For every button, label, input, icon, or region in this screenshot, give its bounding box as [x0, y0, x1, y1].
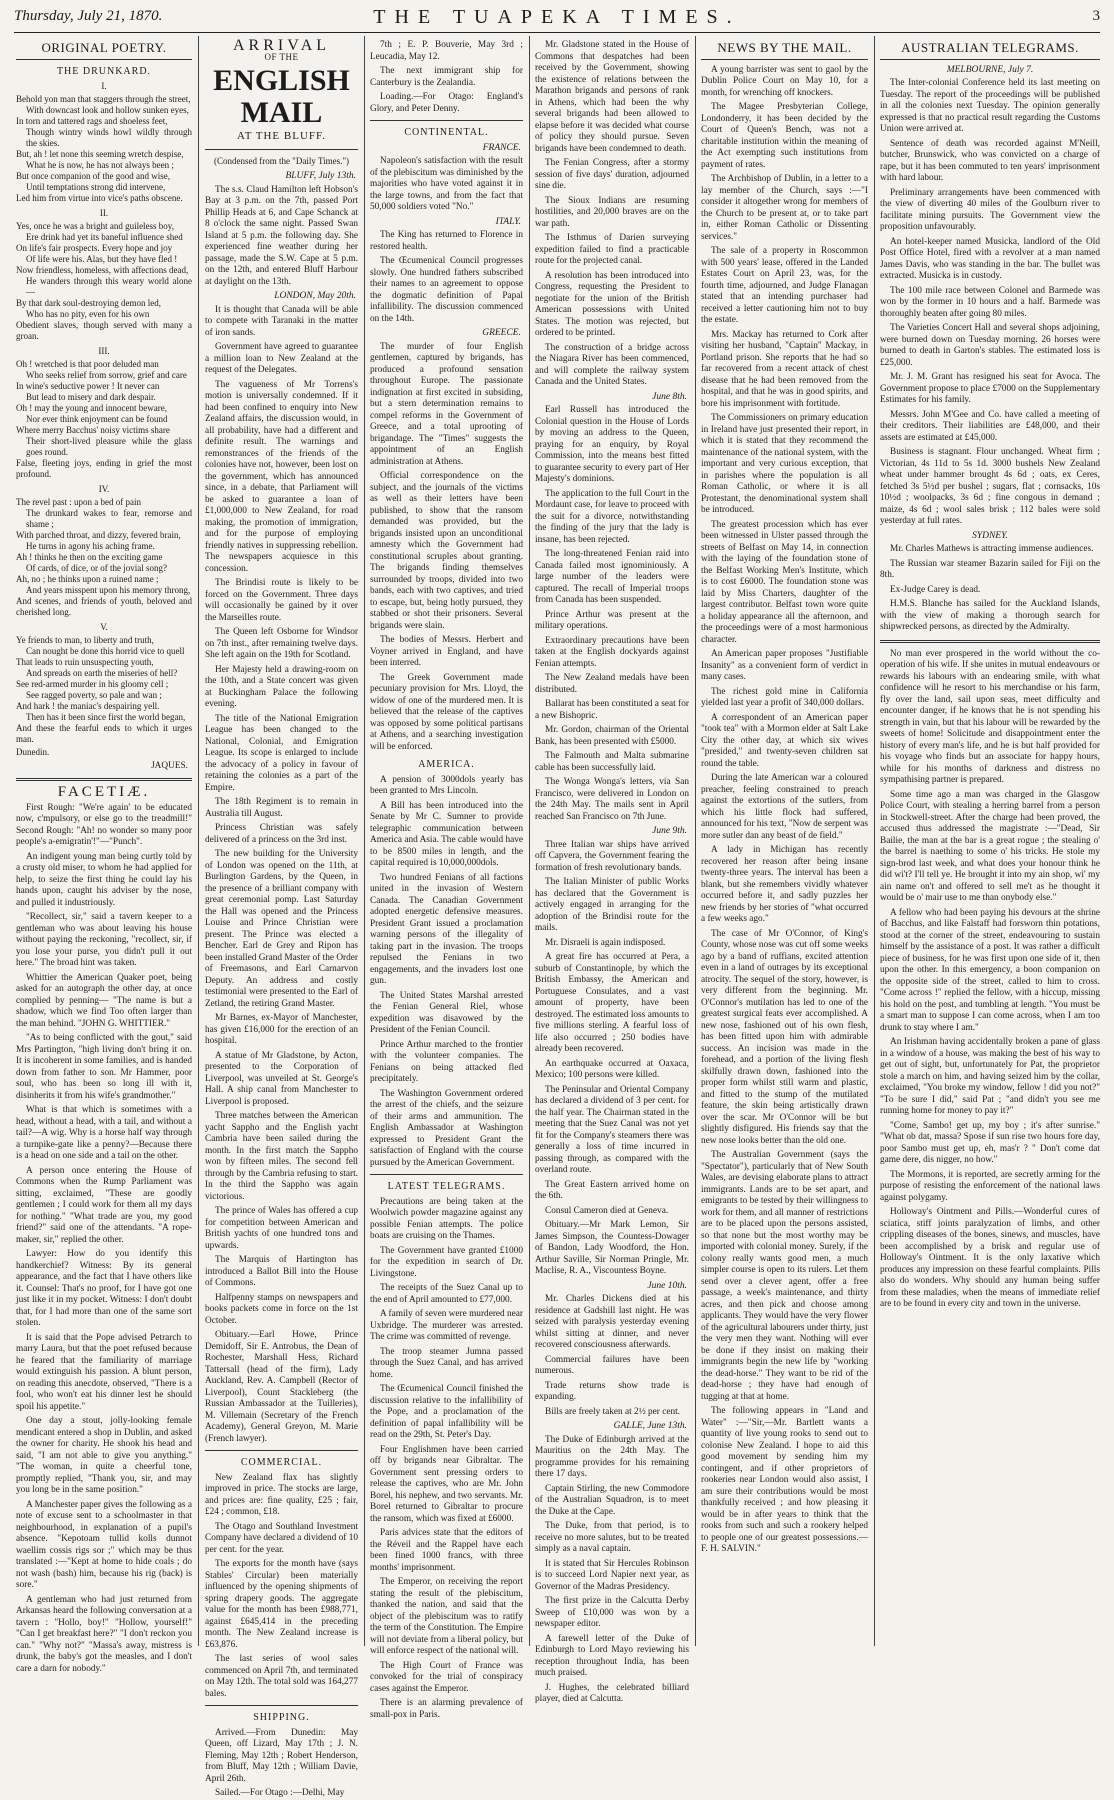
paragraph: The Otago and Southland Investment Company have declared a dividend of 10 per cent. for the year.	[205, 1521, 358, 1555]
dateline-june-8: June 8th.	[652, 391, 687, 402]
column-news-by-mail	[701, 40, 868, 1645]
paragraph: A young barrister was sent to gaol by the Dublin Police Court on May 10, for a month, for wrenching off knockers.	[701, 64, 868, 98]
poem-line: Ah, no ; he thinks upon a ruined name ;	[16, 574, 159, 584]
facetiae-heading: FACETIÆ.	[57, 784, 151, 800]
column-news-continued	[535, 40, 689, 1704]
paragraph: Two hundred Fenians of all factions united in the invasion of Western Canada. The Canadian Government adopted energetic defensive measures. President Grant issued a proclamation warning persons of the illegality of taking part in the invasion. The troops repulsed the Fenians in two engagements, and the invaders lost one gun.	[370, 872, 523, 986]
paragraph: The Queen left Osborne for Windsor on 7th inst., after remaining twelve days. She left again on the 19th for Scotland.	[205, 627, 358, 660]
paragraph: The Peninsular and Oriental Company has declared a dividend of 3 per cent. for the half year. The Chairman stated in the meeting that the Suez Canal was not yet fit for the Company's steamers there was generally a loss of time incurred in passing through, as compared with the overland route.	[535, 1084, 689, 1175]
paragraph: Bills are freely taken at 2½ per cent.	[545, 1406, 681, 1417]
paragraph: Mrs. Mackay has returned to Cork after visiting her husband, "Captain" Mackay, in Portland prison. She reports that he had so far recovered from a recent attack of chest disease that he had been removed from the hospital, and that he was in good spirits, and bore his imprisonment with fortitude.	[701, 329, 868, 409]
paragraph: Ex-Judge Carey is dead.	[890, 584, 981, 595]
paragraph: Earl Russell has introduced the Colonial question in the House of Lords by moving an address to the Queen, praying for an enquiry, by Royal Commission, into the means best fitted to guarantee security to every part of Her Majesty's dominions.	[535, 405, 689, 484]
paragraph: "As to being conflicted with the gout," said Mrs Partington, "high living don't bring it on. It is incoherent in some families, and is handed down from father to son. Mr Hammer, poor soul, who has been so long ill with it, disinherits it from his wife's grandmother."	[16, 1033, 192, 1101]
paragraph: Mr. Disraeli is again indisposed.	[545, 937, 666, 948]
paragraph: Messrs. John M'Gee and Co. have called a meeting of their creditors. Their liabilities are £48,000, and their assets are estimated at £45,000.	[880, 409, 1100, 443]
paragraph: Obituary.—Mr Mark Lemon, Sir James Simpson, the Countess-Dowager of Bandon, Lady Woodford, the Hon. Arthur Saville, Sir Norman Pringle, Mr. Maclise, R. A., Viscountess Boyne.	[535, 1220, 689, 1276]
paragraph: The Mormons, it is reported, are secretly arming for the purpose of resisting the enforcement of the national laws against polygamy.	[880, 1169, 1100, 1203]
poem-line: With parched throat, and dizzy, fevered brain,	[16, 530, 181, 540]
bluff-subtitle: AT THE BLUFF.	[236, 130, 327, 142]
paragraph: "Come, Sambo! get up, my boy ; it's after sunrise." "What ob dat, massa? Spose if sun rise two hours fore day, poor Sambo must get up, eh, mas'r ? " Don't come dat game dere, dis nigger, no how."	[880, 1120, 1100, 1165]
poem-line: The drunkard wakes to fear, remorse and shame ;	[26, 508, 192, 529]
paragraph: Ballarat has been constituted a seat for a new Bishopric.	[535, 699, 689, 721]
dateline-june-9: June 9th.	[652, 826, 687, 836]
poem-line: And these the fearful ends to which it urges man.	[16, 723, 192, 744]
english-mail-title: ENGLISH MAIL	[213, 64, 350, 129]
paragraph: The Archbishop of Dublin, in a letter to a lay member of the Church, says :—"I consider it altogether wrong for members of the Church to be present at, or to take part in, either Roman Catholic or Dissenting services."	[701, 174, 868, 242]
subhead-greece: GREECE.	[482, 328, 521, 338]
dateline-melbourne: MELBOURNE, July 7.	[946, 64, 1034, 75]
poem-line: Of life were his. Alas, but they have fled !	[26, 254, 178, 264]
paragraph: The exports for the month have (says Stables' Circular) been materially influenced by the opening shipments of spring drapery goods. The aggregate value for the month has been £988,771, against £645,414 in the preceding month. The New Zealand increase is £63,876.	[205, 1559, 358, 1650]
paragraph: Some time ago a man was charged in the Glasgow Police Court, with stealing a herring barrel from a person in Stockwell-street. After the charge had been proved, the accused thus addressed the magistrate :—"Dead, Sir Bailie, the man at the bar is a great rogue ; the stealing o' the barrel is naething to some o' his tricks. He stole my sign-brod last week, and what does your honour think he did wi't? I'll tell ye. He brought it into my ain shop, wi' my ain name on't and offered to sell me't as he thought it would be o' mair use to me than onybody else."	[880, 789, 1100, 903]
melbourne-news	[880, 78, 1100, 528]
column-poetry	[16, 40, 192, 1674]
paragraph: The Isthmus of Darien surveying expedition failed to find a practicable route for the projected canal.	[535, 233, 689, 266]
latest-telegrams-heading: LATEST TELEGRAMS.	[387, 1181, 506, 1192]
paragraph: Mr. Gordon, chairman of the Oriental Bank, has been presented with £5000.	[535, 725, 689, 747]
paragraph: The case of Mr O'Connor, of King's County, whose nose was cut off some weeks ago by a band of ruffians, excited attention even in a land of outrages by its exceptional atrocity. The sequel of the story, however, is very different from the beginning. Mr. O'Connor's mutilation has led to one of the greatest surgical feats ever accomplished. A new nose, fashioned out of his own flesh, has been fitted upon him with admirable success. An incision was made in the forehead, and a portion of the living flesh skilfully drawn down, fashioned into the proper form whilst still warm and plastic, and fitted to the stump of the mutilated feature, the skin being artistically drawn over the scar. Mr O'Connor will be but slightly disfigured. His friends say that the new nose looks better than the old one.	[701, 928, 868, 1146]
paragraph: Holloway's Ointment and Pills.—Wonderful cures of sciatica, stiff joints paralyzation of limbs, and other crippling diseases of the bones, sinews, and muscles, have been accomplished by a brisk and regular use of Holloway's Ointment. It is the only laxative which produces any impression on these fearful complaints. Pills also do wonders. Why should any human being suffer from these maladies, when the means of immediate relief are to be found in every city and town in the universe.	[880, 1207, 1100, 1309]
paragraph: The murder of four English gentlemen, captured by brigands, has produced a profound sensation throughout Europe. The passionate indignation at first excited in subsiding, but a stern determination remains to compel reforms in the Government of Greece, and a total uprooting of brigandage. The "Times" suggests the appointment of an English administration at Athens.	[370, 341, 523, 467]
paragraph: An indigent young man being curtly told by a crusty old miser, to whom he had applied for help, to seize the first thing he could lay his hands upon, caught his adviser by the nose, and pulled it industriously.	[16, 851, 192, 908]
poem-line: He turns in agony his aching frame.	[26, 541, 155, 551]
of-the-label: OF THE	[264, 51, 299, 62]
poem-line: With downcast look and hollow sunken eyes,	[26, 105, 189, 115]
subhead-france: FRANCE.	[482, 142, 521, 153]
poem-line: In wine's seductive power ! It never can	[16, 381, 160, 391]
paragraph: Commercial failures have been numerous.	[535, 1354, 689, 1376]
poem-line: Their short-lived pleasure while the glass goes round.	[26, 436, 192, 457]
paragraph: Obituary.—Earl Howe, Prince Demidoff, Sir E. Antrobus, the Dean of Rochester, Marshall Hess, Richard Tattersall (head of the firm), Lady Auckland, Rev. A. Campbell (Rector of Liverpool), Count Stackleberg (the Russian Ambassador at the Tuilleries), M. Villemain (Secretary of the French Academy), General Greyon, M. Marie (French lawyer).	[205, 1330, 358, 1444]
paragraph: Three matches between the American yacht Sappho and the English yacht Cambria have been sailed during the month. In the first match the Sappho won by fifteen miles. The second fell through by the Cambria refusing to start. In the third the Sappho was again victorious.	[205, 1111, 358, 1202]
paragraph: The Varieties Concert Hall and several shops adjoining, were burned down on Tuesday morning. 26 horses were burned to death in Garton's stables. The estimated loss is £25,000.	[880, 323, 1100, 368]
paragraph: The Commissioners on primary education in Ireland have just presented their report, in which it is stated that they recommend the maintenance of the national system, with the important and very curious exception, that in parishes where the population is all Roman Catholic, or where it is all Protestant, the denominational system shall be introduced.	[701, 413, 868, 515]
paragraph: Prince Arthur was present at the military operations.	[535, 609, 689, 631]
paragraph: The troop steamer Jumna passed through the Suez Canal, and has arrived home.	[370, 1346, 523, 1380]
paragraph: The Œcumenical Council progresses slowly. One hundred fathers subscribed their names to an agreement to oppose the dogmatic definition of Papal infallibility. The discussion commenced on the 14th.	[370, 256, 523, 324]
paragraph: There is an alarming prevalence of small-pox in Paris.	[370, 1698, 523, 1720]
paragraph: The Marquis of Hartington has introduced a Ballot Bill into the House of Commons.	[205, 1255, 358, 1288]
paragraph: The Russian war steamer Bazarin sailed for Fiji on the 8th.	[880, 558, 1100, 580]
poem: I. Behold yon man that staggers through the street, With downcast look and hollow sunken eyes, In torn and tattered rags and shoeless feet, Though wintry winds howl wildly through the skies. But, ah ! let none this seeming wretch despise, What he is now, he has not always been ; But once companion of the good and wise, Until temptations strong did intervene, Led him from virtue into vice's paths obscene. II. Yes, once he was a bright and guileless boy, Ere drink had yet its baneful influence shed On life's fair prospects. Every hope and joy Of life were his. Alas, but they have fled ! Now friendless, homeless, with affections dead, He wanders through this weary world alone— By that dark soul-destroying demon led, Who has no pity, even for his own Obedient slaves, though served with many a groan. III. Oh ! wretched is that poor deluded man Who seeks relief from sorrow, grief and care In wine's seductive power ! It never can But lead to misery and dark despair. Oh ! may the young and innocent beware, Nor ever think enjoyment can be found Where merry Bacchus' noisy victims share Their short-lived pleasure while the glass goes round. False, fleeting joys, ending in grief the most profound. IV. The revel past : upon a bed of pain The drunkard wakes to fear, remorse and shame ; With parched throat, and dizzy, fevered brain, He turns in agony his aching frame. Ah ! thinks he then on the exciting game Of cards, of dice, or of the jovial song? Ah, no ; he thinks upon a ruined name ; And years misspent upon his memory throng, And scenes, and friends of youth, beloved and cherished long. V. Ye friends to man, to liberty and truth, Can nought be done this horrid vice to quell That leads to ruin unsuspecting youth, And spreads on earth the miseries of hell? See red-armed murder in his gloomy cell ; See ragged poverty, so pale and wan ; And hark ! the maniac's despairing yell. Then has it been since first the world began, And these the fearful ends to which it urges man.	[16, 81, 192, 744]
poem-line: That leads to ruin unsuspecting youth,	[16, 657, 154, 667]
america-heading: AMERICA.	[418, 759, 475, 770]
paragraph: The last series of wool sales commenced on April 7th, and terminated on May 12th. The total sold was 164,277 bales.	[205, 1654, 358, 1699]
commercial-heading: COMMERCIAL.	[240, 1457, 323, 1468]
poem-stanza	[16, 497, 192, 618]
london-news	[205, 305, 358, 1446]
poem-line: Yes, once he was a bright and guileless boy,	[16, 221, 174, 231]
paragraph: H.M.S. Blanche has sailed for the Auckland Islands, with the view of making a thorough search for shipwrecked persons, as directed by the Admiralty.	[880, 599, 1100, 632]
poem-line: On life's fair prospects. Every hope and joy	[16, 243, 173, 253]
paragraph: During the late American war a coloured preacher, feeling constrained to preach against the extortions of the sutlers, from which his little flock had suffered, announced for his text, "Now de serpent was more sutler dan any beast of de field."	[701, 773, 868, 841]
paragraph: Mr. Gladstone stated in the House of Commons that despatches had been received by the Government, showing the existence of relations between the Marathon brigands and persons of rank in Athens, which had been the why several brigands had been allowed to elapse before it was decided what course of policy they should pursue. Seven brigands have been condemned to death.	[535, 40, 689, 154]
paragraph: Princess Christian was safely delivered of a princess on the 3rd inst.	[205, 823, 358, 845]
paragraph: The Government have granted £1000 for the expedition in search of Dr. Livingstone.	[370, 1245, 523, 1279]
paragraph: Extraordinary precautions have been taken at the English dockyards against Fenian attempts.	[535, 635, 689, 669]
paragraph: The King has returned to Florence in restored health.	[370, 230, 523, 252]
shipping-heading: SHIPPING.	[253, 1712, 310, 1723]
arrival-heading: ARRIVAL	[232, 37, 331, 54]
latest-telegrams	[370, 1197, 523, 1722]
paragraph: The title of the National Emigration League has been changed to the National, Colonial, and Emigration League. Its scope is enlarged to include the advocacy of a policy in favour of retaining the colonies as a part of the Empire.	[205, 713, 358, 793]
paragraph: The Falmouth and Malta submarine cable has been successfully laid.	[535, 751, 689, 773]
subhead-italy: ITALY.	[495, 216, 521, 227]
paragraph: A gentleman who had just returned from Arkansas heard the following conversation at a tavern : "Hollo, boy!" "Hollow, yourself!" "Can I get breakfast here?" "I don't reckon you can." "Why not?" "Massa's away, mistress is drunk, the baby's got the measles, and I don't care a darn for nobody."	[16, 1594, 192, 1674]
poem-line: What he is now, he has not always been ;	[26, 160, 174, 170]
paragraph: The High Court of France was convoked for the trial of conspiracy cases against the Emperor.	[370, 1660, 523, 1694]
paragraph: The Sioux Indians are resuming hostilities, and 20,000 braves are on the war path.	[535, 195, 689, 229]
paragraph: Business is stagnant. Flour unchanged. Wheat firm ; Victorian, 4s 11d to 5s 1d. 3000 bushels New Zealand wheat under hammer brought 4s 6d ; oats, ex Ceres, fetched 3s 5½d per bushel ; sugars, flat ; cornsacks, 10s 10½d ; woolpacks, 3s 6d ; fine congous in demand ; maize, 4s 6d ; wool sales brisk ; 112 bales were sold yesterday at full rates.	[880, 447, 1100, 526]
paragraph: Official correspondence on the subject, and the journals of the victims as well as their letters have been published, to show that the ransom demanded was provided, but the brigands insisted upon an unconditional amnesty which the Government had constitutional scruples about granting. The brigands finding themselves surrounded by troops, divided into two bands, each with two captives, and tried to escape, but, being hotly pursued, they stabbed or shot their prisoners. Several brigands were slain.	[370, 471, 523, 631]
paragraph: Paris advices state that the editors of the Réveil and the Rappel have each been fined 1000 francs, with three months' imprisonment.	[370, 1528, 523, 1573]
paragraph: The Australian Government (says the "Spectator"), particularly that of New South Wales, are devising elaborate plans to attract immigrants. Lands are to be set apart, and emigrants to be tested by their willingness to work for them, and all manner of restrictions are to be placed upon the persons assisted, so that none but the most worthy may be imported with colonial money. Surely, if the colony really wants good men, a much simpler course is open to its rulers. Let them send over a clever agent, offer a free passage, a week's maintenance, and thirty acres, and then pick and choose among applicants. They would have the very flower of the agricultural labourers under thirty, just the very men they want. Nothing will ever be done if they insist on making their immigrants begin the new life by "working the dead-horse." They want to be rid of the dead-horse ; they have had enough of tugging at that at home.	[701, 1150, 868, 1402]
america-news	[370, 775, 523, 1170]
poem-line: Now friendless, homeless, with affections dead,	[16, 265, 189, 275]
paragraph: The vagueness of Mr Torrens's motion is universally condemned. If it had been confined to enquiry into New Zealand affairs, the discussion would, in all probability, have had a different and definite result. The warnings and remonstrances of the friends of the colonies have not, however, been lost on the government, which has announced since, in a debate, that Parliament will be asked to guarantee a loan of £1,000,000 to New Zealand, for road making, the promotion of immigration, and for the purpose of employing friendly natives in suppressing rebellion. The newspapers acquiesce in this concession.	[205, 379, 358, 574]
condensed-note: (Condensed from the "Daily Times.")	[213, 155, 350, 166]
dateline-bluff: BLUFF, July 13th.	[285, 171, 356, 181]
news-block-3	[535, 840, 689, 1278]
paragraph: Lawyer: How do you identify this handkerchief? Witness: By its general appearance, and the fact that I have others like it. Counsel: That's no proof, for I have got one just like it in my pocket. Witness: I don't doubt that, for I had more than one of the same sort stolen.	[16, 1249, 192, 1328]
paragraph: The United States Marshal arrested the Fenian General Riel, whose expedition was disavowed by the President of the Fenian Council.	[370, 990, 523, 1035]
miscellany	[880, 649, 1100, 1311]
poem-line: The revel past : upon a bed of pain	[16, 497, 141, 507]
paragraph: The Wonga Wonga's letters, via San Francisco, were delivered in London on the 24th May. The mails sent in April reached San Francisco on 7th June.	[535, 777, 689, 822]
page-number: 3	[1092, 8, 1100, 24]
paragraph: It is said that the Pope advised Petrarch to marry Laura, but that the poet refused because he feared that the familiarity of marriage would extinguish his passion. A blunt person, on reading this anecdote, observed, "There is a fool, who won't eat his dinner lest he should spoil his appetite."	[16, 1332, 192, 1412]
paragraph: 7th ; E. P. Bouverie, May 3rd ; Leucadia, May 12.	[370, 40, 523, 62]
paragraph: A Bill has been introduced into the Senate by Mr C. Sumner to provide telegraphic communication between America and Asia. The cable would have to be 8500 miles in length, and the capital required is 10,000,000dols.	[370, 800, 523, 868]
column-australian-telegrams	[880, 40, 1100, 1645]
paragraph: The Great Eastern arrived home on the 6th.	[535, 1179, 689, 1201]
paragraph: Prince Arthur marched to the frontier with the volunteer companies. The Fenians on being attacked fled precipitately.	[370, 1039, 523, 1084]
column-rule	[364, 36, 365, 1646]
poem-line: Led him from virtue into vice's paths obscene.	[16, 193, 183, 203]
paragraph: An Irishman having accidentally broken a pane of glass in a window of a house, was making the best of his way to get out of sight, but, unfortunately for Pat, the proprietor stole a march on him, and having seized him by the collar, exclaimed, "You broke my window, fellow ! did you not?" "To be sure I did," said Pat ; "and didn't you see me running home for money to pay it?"	[880, 1037, 1100, 1116]
paragraph: The New Zealand medals have been distributed.	[535, 673, 689, 695]
paragraph: Mr. J. M. Grant has resigned his seat for Avoca. The Government propose to place £7000 on the Supplementary Estimates for his family.	[880, 372, 1100, 405]
paragraph: The long-threatened Fenian raid into Canada failed most ignominiously. A large number of the leaders were captured. The recall of Imperial troops from Canada has been suspended.	[535, 549, 689, 605]
paragraph: The sale of a property in Roscommon with 500 years' lease, offered in the Landed Estates Court on April 23, was, for the fourth time, adjourned, and Judge Flanagan stated that an intending purchaser had received a letter cautioning him not to buy the estate.	[701, 246, 868, 325]
paragraph: The Magee Presbyterian College, Londonderry, it has been decided by the Court of Queen's Bench, was not a charitable institution within the meaning of the Act exempting such institutions from payment of rates.	[701, 102, 868, 170]
paragraph: A family of seven were murdered near Uxbridge. The murderer was arrested. The crime was committed of revenge.	[370, 1309, 524, 1342]
paragraph: The Inter-colonial Conference held its last meeting on Tuesday. The report of the proceedings will be published in all the colonies next Tuesday. The opinion generally expressed is that no practical result regarding the Customs Union were arrived at.	[880, 78, 1100, 134]
paragraph: Sailed.—For Otago :—Delhi, May	[215, 1788, 345, 1798]
poem-stanza	[16, 221, 192, 342]
paragraph: A pension of 3000dols yearly has been granted to Mrs Lincoln.	[370, 774, 523, 796]
paragraph: The Œcumenical Council finished the discussion relative to the infallibility of the Pope, and a proclamation of the definition of papal infallibility will be read on the 29th, St. Peter's Day.	[370, 1384, 523, 1440]
poem-title: THE DRUNKARD.	[56, 65, 152, 77]
paragraph: Mr Barnes, ex-Mayor of Manchester, has given £16,000 for the erection of an hospital.	[205, 1013, 358, 1046]
poem-line: False, fleeting joys, ending in grief the most profound.	[16, 458, 192, 479]
poem-line: Oh ! may the young and innocent beware,	[16, 403, 167, 413]
paragraph: The 100 mile race between Colonel and Barmede was won by the former in 10 hours and a half. Barmede was thoroughly beaten after going 80 miles.	[880, 285, 1100, 319]
paragraph: A fellow who had been paying his devours at the shrine of Bacchus, and like Falstaff had forsworn thin potations, stood at the corner of the street, endeavouring to sustain himself by the assistance of a post. It was rather a difficult piece of business, for he was first upon one side of it, then upon the other. In this emergency, a boon companion on the opposite side of the street, called to him to cross. "Come across !" replied the fellow, with a hiccup, missing his hold on the post, and tumbling at length. "You must be a smart man to suppose I can come across, when I am too drunk to stay where I am."	[880, 907, 1100, 1033]
poem-line: Though wintry winds howl wildly through the skies.	[26, 127, 192, 148]
poem-line: See ragged poverty, so pale and wan ;	[26, 690, 162, 700]
shipping-news	[205, 1728, 358, 1800]
column-rule	[695, 36, 696, 1646]
paragraph: First Rough: "We're again' to be educated now, c'mpulsory, or else go to the treadmill!" Second Rough: "Ah! no wonder so many poor people's a-emigratin'!"—"Punch".	[16, 802, 192, 847]
paragraph: J. Hughes, the celebrated billiard player, died at Calcutta.	[535, 1682, 689, 1704]
poem-line: Can nought be done this horrid vice to quell	[26, 646, 185, 656]
masthead	[14, 6, 1100, 33]
dateline-june-10: June 10th.	[647, 1280, 687, 1291]
paragraph: An earthquake occurred at Oaxaca, Mexico; 100 persons were killed.	[535, 1058, 689, 1080]
poem-line: Who seeks relief from sorrow, grief and care	[26, 370, 187, 380]
poem-stanza	[16, 635, 192, 745]
paragraph: The Italian Minister of public Works has declared that the Government is actively engaged in arranging for the adoption of the Brindisi route for the mails.	[535, 877, 689, 933]
poem-stanza	[16, 359, 192, 480]
paragraph: One day a stout, jolly-looking female mendicant entered a shop in Dublin, and asked the owner for charity. He shook his head and said, "I am not able to give you anything." "The woman, in quite a cheerful tone, promptly replied, "Thank you, sir, and may you long be in the same position."	[16, 1416, 192, 1495]
paragraph: A statue of Mr Gladstone, by Acton, presented to the Corporation of Liverpool, was unveiled at St. George's Hall. A ship canal from Manchester to Liverpool is proposed.	[205, 1050, 358, 1107]
paragraph: Three Italian war ships have arrived off Capvera, the Government fearing the formation of fresh revolutionary bands.	[535, 839, 689, 873]
poem-line: Nor ever think enjoyment can be found	[26, 414, 168, 424]
news-block-5	[535, 1435, 689, 1706]
paragraph: Whittier the American Quaker poet, being asked for an autograph the other day, at once complied by penning— "The name is but a shadow, which we find Too often larger than the man behind. "JOHN G. WHITTIER."	[16, 972, 192, 1029]
paragraph: A lady in Michigan has recently recovered her reason after being insane twenty-three years. The interval has been a blank, but she remembers vividly whatever occurred before it, and sadly puzzles her new friends by her stories of "what occurred a few weeks ago."	[701, 845, 868, 924]
paragraph: Four Englishmen have been carried off by brigands near Gibraltar. The Government sent pressing orders to release the captives, who are Mr. John Borel, his nephew, and two servants. Mr. Borel returned to Gibraltar to procure the ransom, which was fixed at £6000.	[370, 1444, 523, 1524]
paragraph: The Duke, from that period, is to receive no more salutes, but to be treated simply as a naval captain.	[535, 1521, 689, 1554]
dateline-sydney: SYDNEY.	[972, 530, 1008, 541]
poem-line: Ye friends to man, to liberty and truth,	[16, 635, 154, 645]
poem-line: Of cards, of dice, or of the jovial song?	[26, 563, 167, 573]
column-english-mail	[205, 37, 358, 1798]
paragraph: The bodies of Messrs. Herbert and Voyner arrived in England, and have been interred.	[370, 635, 523, 668]
paragraph: The Emperor, on receiving the report stating the result of the plebiscitum, thanked the nation, and said that the object of the plebiscitum was to ratify the term of the Constitution. The Empire will not deviate from a liberal policy, but will enforce respect of the national will.	[370, 1577, 523, 1656]
continental-heading: CONTINENTAL.	[404, 127, 489, 138]
paragraph: Consul Cameron died at Geneva.	[545, 1205, 669, 1216]
poem-line: Oh ! wretched is that poor deluded man	[16, 359, 159, 369]
dateline-galle: GALLE, June 13th.	[613, 1421, 687, 1431]
paragraph: A person once entering the House of Commons when the Rump Parliament was sitting, exclaimed, "These are goodly gentlemen ; I could work for them all my days for nothing." "What trade are you, my good friend?" said one of the attendants. "A rope-maker, sir," replied the other.	[16, 1165, 192, 1245]
paragraph: "Recollect, sir," said a tavern keeper to a gentleman who was about leaving his house without paying the reckoning, "recollect, sir, if you lose your purse, you didn't pull it out here." The broad hint was taken.	[16, 912, 192, 968]
paragraph: An American paper proposes "Justifiable Insanity" as a convenient form of verdict in many cases.	[701, 649, 868, 682]
poem-line: Where merry Bacchus' noisy victims share	[16, 425, 170, 435]
poem-stanza	[16, 94, 192, 204]
column-rule	[198, 36, 199, 1646]
paragraph: A correspondent of an American paper "took tea" with a Mormon elder at Salt Lake City the other day, at which six wives "presided," and twenty-seven children sat round the table.	[701, 712, 868, 769]
paragraph: Precautions are being taken at the Woolwich powder magazine against any possible Fenian attempts. The police boats are cruising on the Thames.	[370, 1196, 523, 1241]
paragraph: The Washington Government ordered the arrest of the chiefs, and the seizure of their arms and ammunition. The English Ambassador at Washington expressed to President Grant the satisfaction of England with the course pursued by the American Government.	[370, 1088, 523, 1168]
poem-line: Then has it been since first the world began,	[26, 712, 186, 722]
australian-telegrams-heading: AUSTRALIAN TELEGRAMS.	[901, 40, 1079, 55]
poem-line: In torn and tattered rags and shoeless feet,	[16, 116, 168, 126]
paragraph: Mr. Charles Mathews is attracting immense audiences.	[890, 544, 1094, 554]
poem-line: Until temptations strong did intervene,	[26, 182, 166, 192]
sydney-news	[880, 544, 1100, 634]
poem-line: Behold yon man that staggers through the street,	[16, 94, 191, 104]
paragraph: Halfpenny stamps on newspapers and books packets come in force on the 1st October.	[205, 1292, 358, 1326]
poem-line: But, ah ! let none this seeming wretch despise,	[16, 149, 184, 159]
paragraph: The following appears in "Land and Water" :—"Sir,—Mr. Bartlett wants a quantity of live young rooks to send out to colonise New Zealand. I hope to aid this good movement by sending him my contingent, and if other proprietors of rookeries near London would also assist, I am sure their contributions would be most thankfully received ; and how pleasing it would be in after years to think that the rooks from such and such a rookery helped to people one of our greatest possessions.—F. H. SALVIN."	[701, 1406, 868, 1554]
paragraph: Preliminary arrangements have been commenced with the view of diverting 40 miles of the Goulburn river to facilitate mining pursuits. The Government view the proposition unfavourably.	[880, 187, 1100, 232]
poem-line: But lead to misery and dark despair.	[26, 392, 156, 402]
paragraph: Napoleon's satisfaction with the result of the plebiscitum was diminished by the majorities who have voted against it in the large towns, and from the fact that 50,000 soldiers voted "No."	[370, 156, 523, 212]
poem-line: Who has no pity, even for his own	[26, 309, 150, 319]
news-by-mail	[701, 65, 868, 1556]
poem-line: Obedient slaves, though served with many a groan.	[16, 320, 192, 341]
poem-line: And spreads on earth the miseries of hell?	[26, 668, 178, 678]
paragraph: A great fire has occurred at Pera, a suburb of Constantinople, by which the British Embassy, the American and Portuguese Consulates, and a vast amount of property, have been destroyed. The estimated loss amounts to five millions sterling. A fearful loss of life also occurred ; 250 bodies have already been recovered.	[535, 952, 689, 1054]
poem-line: Ere drink had yet its baneful influence shed	[26, 232, 183, 242]
paragraph: Sentence of death was recorded against M'Neill, butcher, Brunswick, who was convicted on a charge of rape, but it has been commuted to ten years' imprisonment with hard labour.	[880, 138, 1100, 183]
paragraph: The 18th Regiment is to remain in Australia till August.	[205, 797, 358, 819]
paragraph: The Duke of Edinburgh arrived at the Mauritius on the 24th May. The programme provides for his remaining there 17 days.	[535, 1434, 689, 1479]
paragraph: The next immigrant ship for Canterbury is the Zealandia.	[370, 66, 523, 88]
news-block-4	[535, 1294, 689, 1418]
greece-news	[370, 342, 523, 754]
poem-signature: JAQUES.	[151, 760, 188, 771]
paragraph: New Zealand flax has slightly improved in price. The stocks are large, and prices are: fine quality, £25 ; fair, £24 ; common, £18.	[205, 1472, 358, 1517]
paragraph: The Brindisi route is likely to be forced on the Government. Three days will occasionally be gained by it over the Marseilles route.	[205, 578, 358, 623]
poem-line: But once companion of the good and wise,	[16, 171, 170, 181]
news-block-1	[535, 40, 689, 389]
italy-news	[370, 230, 523, 325]
poem-place: Dunedin.	[16, 747, 50, 757]
paragraph: The Fenian Congress, after a stormy session of five days' duration, adjourned sine die.	[535, 158, 689, 191]
poem-line: And years misspent upon his memory throng,	[26, 585, 191, 595]
facetiae-list	[16, 803, 192, 1676]
column-rule	[529, 36, 530, 1646]
dateline-london: LONDON, May 20th.	[274, 291, 356, 301]
paragraph: No man ever prospered in the world without the co-operation of his wife. If she unites in mutual endeavours or rewards his labours with an endearing smile, with what confidence will he resort to his merchandise or his farm, fly over the land, sail upon seas, meet difficulty and encounter danger, if he knows that he is not spending his strength in vain, but that his labour will be rewarded by the sweets of home! Solicitude and disappointment enter the history of every man's life, and he is but half provided for his voyage who finds but an associate for happy hours, while for his months of darkness and distress no sympathising partner is prepared.	[880, 648, 1100, 785]
poem-line: And hark ! the maniac's despairing yell.	[16, 701, 160, 711]
paragraph: Government have agreed to guarantee a million loan to New Zealand at the request of the Delegates.	[205, 342, 358, 375]
paragraph: Captain Stirling, the new Commodore of the Australian Squadron, is to meet the Duke at the Cape.	[535, 1483, 689, 1517]
paragraph: The greatest procession which has ever been witnessed in Ulster passed through the streets of Belfast on May 14, in connection with the laying of the foundation stone of the Belfast Working Men's Institute, which is to cost £6000. The foundation stone was laid by Miss Charters, daughter of the largest contributor. Belfast town wore quite a holiday appearance all the afternoon, and the proceedings were of a most harmonious character.	[701, 519, 868, 645]
france-news	[370, 156, 523, 214]
issue-date: Thursday, July 21, 1870.	[14, 8, 163, 24]
poem-line: By that dark soul-destroying demon led,	[16, 298, 161, 308]
poem-line: See red-armed murder in his gloomy cell ;	[16, 679, 169, 689]
paragraph: Loading.—For Otago: England's Glory, and Peter Denny.	[370, 92, 523, 114]
poem-line: He wanders through this weary world alone—	[26, 276, 192, 297]
paragraph: The first prize in the Calcutta Derby Sweep of £10,000 was won by a newspaper editor.	[535, 1596, 689, 1629]
column-rule	[874, 36, 875, 1646]
paragraph: Her Majesty held a drawing-room on the 10th, and a State concert was given at Buckingham Palace the following evening.	[205, 664, 358, 709]
commercial-news	[205, 1473, 358, 1701]
paragraph: Arrived.—From Dunedin: May Queen, off Lizard, May 17th ; J. N. Fleming, May 12th ; Robert Henderson, from Bluff, May 12th ; William Davie, April 26th.	[205, 1727, 358, 1784]
paragraph: Mr. Charles Dickens died at his residence at Gadshill last night. He was seized with paralysis yesterday evening whilst sitting at dinner, and never recovered consciousness afterwards.	[535, 1294, 689, 1350]
paragraph: The receipts of the Suez Canal up to the end of April amounted to £77,000.	[370, 1283, 523, 1305]
paragraph: The application to the full Court in the Mordaunt case, for leave to proceed with the suit for a divorce, notwithstanding the finding of the jury that the lady is insane, has been rejected.	[535, 488, 689, 545]
paragraph: A resolution has been introduced into Congress, requesting the President to negotiate for the union of the British American possessions with United States. The motion was rejected, but ordered to be printed.	[535, 270, 689, 338]
news-by-mail-heading: NEWS BY THE MAIL.	[717, 40, 852, 55]
paragraph: It is stated that Sir Hercules Robinson is to succeed Lord Napier next year, as Governor of the Madras Presidency.	[535, 1558, 689, 1592]
paragraph: A Manchester paper gives the following as a note of excuse sent to a schoolmaster in that neighbourhood, in explanation of a pupil's absence. "Kepotoam tullid kolls dunnot waellim cossis rigs sor ;" which may be thus translated :—"Kept at home to hide coals ; do not wash (bash) him, because his rig (back) is sore."	[16, 1499, 192, 1590]
news-block-2	[535, 405, 689, 823]
paragraph: An hotel-keeper named Musicka, landlord of the Old Post Office Hotel, fired with a revolver at a man named James Davis, who was standing in the bar. The bullet was extracted. Musicka is in custody.	[880, 236, 1100, 281]
paragraph: A farewell letter of the Duke of Edinburgh to Lord Mayo reviewing his reception throughout India, has been much praised.	[535, 1633, 689, 1678]
shipping-continued	[370, 40, 523, 115]
paragraph: It is thought that Canada will be able to compete with Taranaki in the matter of iron sands.	[205, 304, 358, 338]
poetry-heading: ORIGINAL POETRY.	[41, 40, 167, 55]
paragraph: The new building for the University of London was opened on the 11th, at Burlington Gardens, by the Queen, in the presence of a brilliant company with great ceremonial pomp. Last Saturday the Hall was opened and the Princess Louise and Prince Christian were present. The Prince was elected a Bencher. Earl de Grey and Ripon has been installed Grand Master of the Order of Freemasons, and Earl Carnarvon Deputy. An address and costly testimonial were presented to the Earl of Zetland, the retiring Grand Master.	[205, 849, 358, 1009]
newspaper-title: THE TUAPEKA TIMES.	[373, 6, 741, 28]
paragraph: The prince of Wales has offered a cup for competition between American and British yachts of one hundred tons and upwards.	[205, 1206, 358, 1251]
paragraph: Trade returns show trade is expanding.	[535, 1380, 689, 1402]
poem-line: Ah ! thinks he then on the exciting game	[16, 552, 163, 562]
paragraph: The s.s. Claud Hamilton left Hobson's Bay at 3 p.m. on the 7th, passed Port Phillip Heads at 6, and Cape Schanck at 8 o'clock the same night. Passed Swan Island at 5 p.m. the following day. She experienced fine weather during her passage, made the S.W. Cape at 5 p.m. on the 12th, and entered Bluff Harbour at daylight on the 13th.	[205, 184, 358, 287]
column-continental	[370, 40, 524, 1720]
paragraph: What is that which is sometimes with a head, without a head, with a tail, and without a tail?—A wig. Why is a horse half way through a turnpike-gate like a penny?—Because there is a head on one side and a tail on the other.	[16, 1105, 192, 1161]
poem-line: And scenes, and friends of youth, beloved and cherished long.	[16, 596, 192, 617]
paragraph: The richest gold mine in California yielded last year a profit of 340,000 dollars.	[701, 686, 868, 708]
paragraph: The Greek Government made pecuniary provision for Mrs. Lloyd, the widow of one of the murdered men. It is believed that the release of the captives was opposed by some political partisans at Athens, and a searching investigation will be enforced.	[370, 672, 523, 752]
paragraph: The construction of a bridge across the Niagara River has been commenced, and will complete the railway system Canada and the United States.	[535, 342, 689, 387]
